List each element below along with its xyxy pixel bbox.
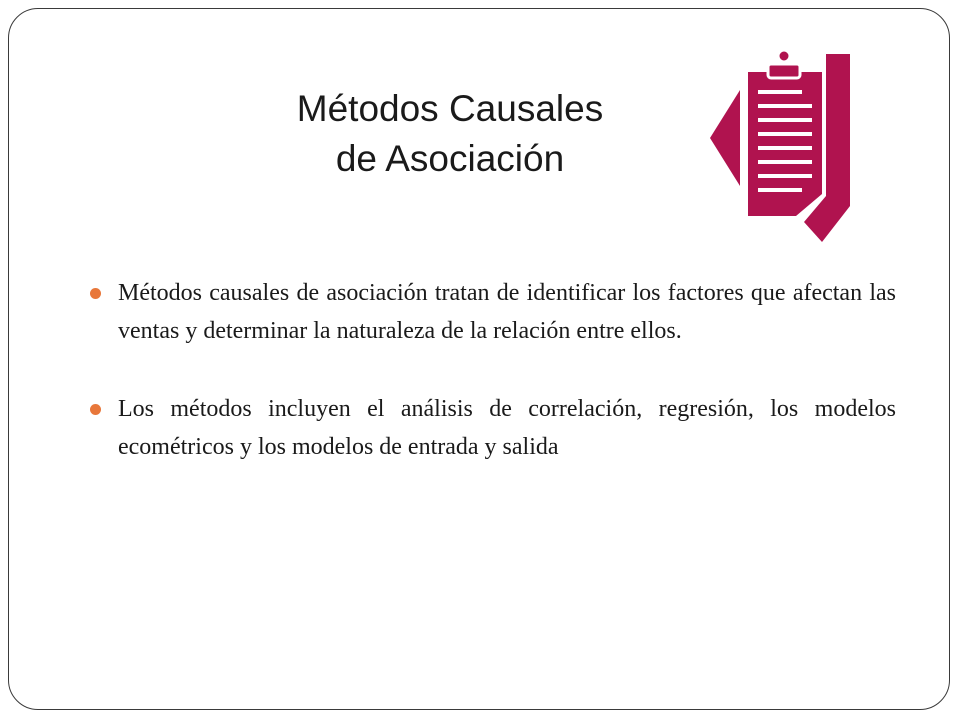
bullet-marker (90, 404, 101, 415)
title-line-2: de Asociación (335, 138, 565, 179)
slide-title (240, 84, 660, 184)
bullet-marker (90, 288, 101, 299)
bullet-text: Los métodos incluyen el análisis de correlación, regresión, los modelos ecométricos y los modelos de entrada y salida (118, 396, 896, 460)
slide-body (90, 274, 896, 466)
bullet-text: Métodos causales de asociación tratan de identificar los factores que afectan las ventas y determinar la naturaleza de la relación entre ellos. (118, 280, 896, 344)
clipboard-icon (704, 46, 854, 242)
bullet-item (90, 274, 896, 350)
bullet-item (90, 390, 896, 466)
title-line-1: Métodos Causales (296, 88, 604, 129)
